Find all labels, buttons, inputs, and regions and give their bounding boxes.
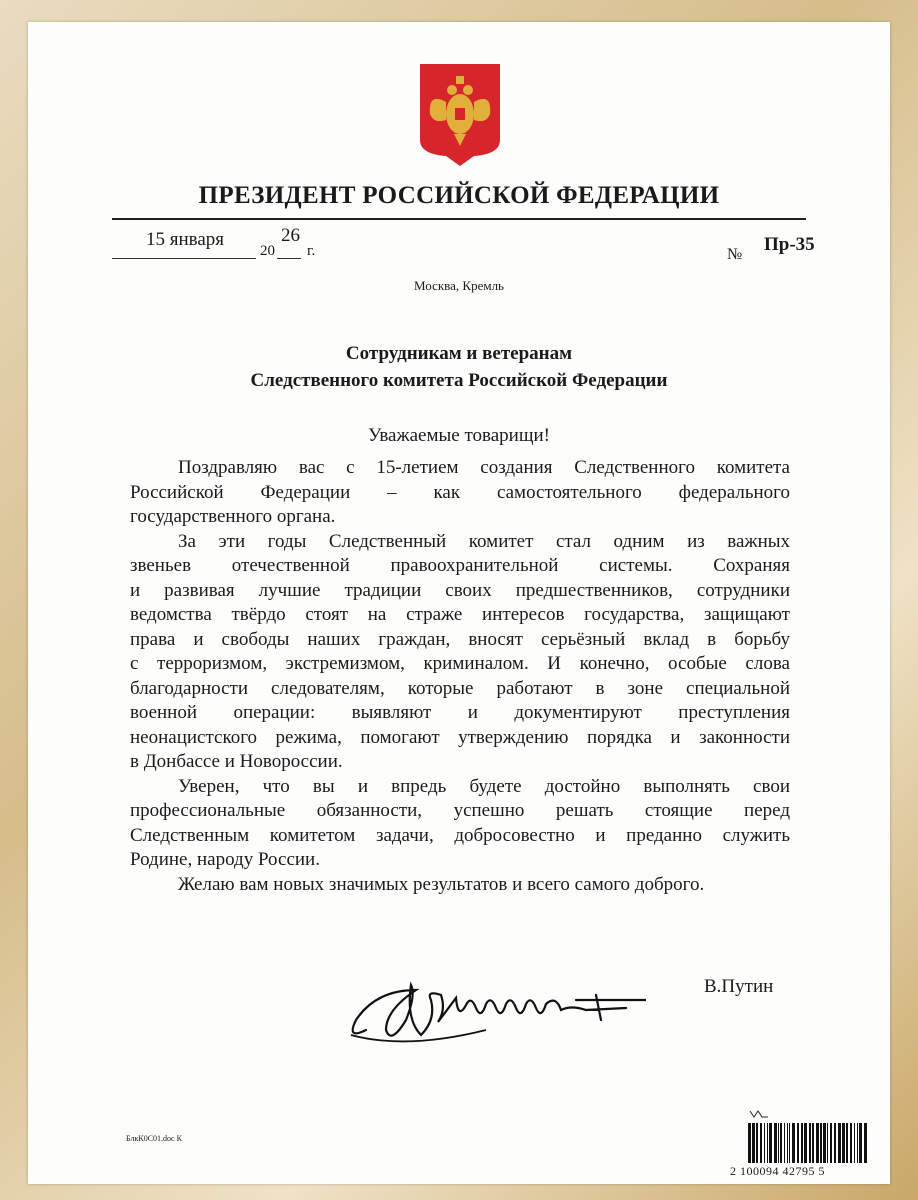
text-line: ведомства твёрдо стоят на страже интересов государства, защищают [130,604,790,625]
text-line: Родине, народу России. [130,849,320,870]
paragraph [130,530,790,775]
signature [346,960,646,1050]
barcode-bar [789,1123,790,1163]
document-id: БлкК0С01.doc К [126,1134,182,1143]
barcode-bar [748,1123,751,1163]
text-line: Следственным комитетом задачи, добросовестно и преданно служить [130,824,790,846]
text-line: государственного органа. [130,506,336,527]
text-line: неонацистского режима, помогают утверждению порядка и законности [130,726,790,748]
text-line: Желаю вам новых значимых результатов и всего самого доброго. [178,873,705,895]
barcode-bar [778,1123,779,1163]
barcode-bar [809,1123,811,1163]
barcode-bar [859,1123,862,1163]
barcode-bar [784,1123,785,1163]
year-underline [277,258,301,259]
year-suffix: г. [307,243,316,259]
text-line: права и свободы наших граждан, вносят серьёзный вклад в борьбу [130,628,790,650]
barcode-bar [820,1123,822,1163]
text-line: в Донбассе и Новороссии. [130,751,343,772]
barcode-bar [842,1123,845,1163]
page-title: ПРЕЗИДЕНТ РОССИЙСКОЙ ФЕДЕРАЦИИ [198,182,720,209]
text-line: звеньев отечественной правоохранительной системы. Сохраняя [130,555,790,576]
barcode-bar [857,1123,858,1163]
barcode-bar [846,1123,848,1163]
barcode-bar [760,1123,762,1163]
barcode-number: 2 100094 42795 5 [730,1164,825,1178]
barcode-bar [797,1123,799,1163]
greeting: Уважаемые товарищи! [368,425,550,446]
text-line: благодарности следователям, которые работают в зоне специальной [130,677,790,699]
number-sign: № [727,246,743,263]
document-year: 26 [281,225,300,246]
barcode-bar [764,1123,765,1163]
barcode-bar [838,1123,841,1163]
year-prefix: 20 [260,243,275,259]
barcode-bar [816,1123,819,1163]
letter-body [130,456,790,897]
letter-page [28,22,890,1184]
document-place: Москва, Кремль [414,278,504,293]
barcode-bar [864,1123,867,1163]
barcode-bar [850,1123,852,1163]
barcode-bar [801,1123,803,1163]
addressee-line: Следственного комитета Российской Федерации [250,370,668,391]
barcode-bar [834,1123,836,1163]
text-line: с терроризмом, экстремизмом, криминалом. И конечно, особые слова [130,653,790,674]
coat-of-arms-icon [418,62,502,166]
barcode-bar [823,1123,826,1163]
text-line: военной операции: выявляют и документируют преступления [130,702,790,723]
barcode-bar [769,1123,772,1163]
signer-name: В.Путин [704,976,774,997]
barcode-bar [752,1123,755,1163]
barcode-bar [756,1123,758,1163]
paragraph [130,873,790,898]
barcode-bar [774,1123,777,1163]
text-line: За эти годы Следственный комитет стал одним из важных [178,530,790,552]
date-underline [112,258,256,259]
barcode-bar [792,1123,795,1163]
barcode-bar [804,1123,807,1163]
text-line: и развивая лучшие традиции своих предшественников, сотрудники [130,579,790,601]
text-line: Уверен, что вы и впредь будете достойно выполнять свои [178,775,790,797]
addressee [28,340,890,394]
paragraph [130,775,790,873]
barcode-bar [767,1123,768,1163]
text-line: Российской Федерации – как самостоятельного федерального [130,481,790,503]
barcode-bar [780,1123,782,1163]
barcode-bar [812,1123,814,1163]
header-divider [112,218,806,220]
text-line: Поздравляю вас с 15-летием создания Следственного комитета [178,457,790,478]
barcode-bar [854,1123,855,1163]
paragraph [130,456,790,530]
document-number: Пр-35 [764,234,815,255]
text-line: профессиональные обязанности, успешно решать стоящие перед [130,800,790,821]
barcode-bar [830,1123,832,1163]
document-date: 15 января [146,229,225,250]
addressee-line: Сотрудникам и ветеранам [345,343,573,364]
barcode-bar [787,1123,788,1163]
barcode-bar [827,1123,828,1163]
